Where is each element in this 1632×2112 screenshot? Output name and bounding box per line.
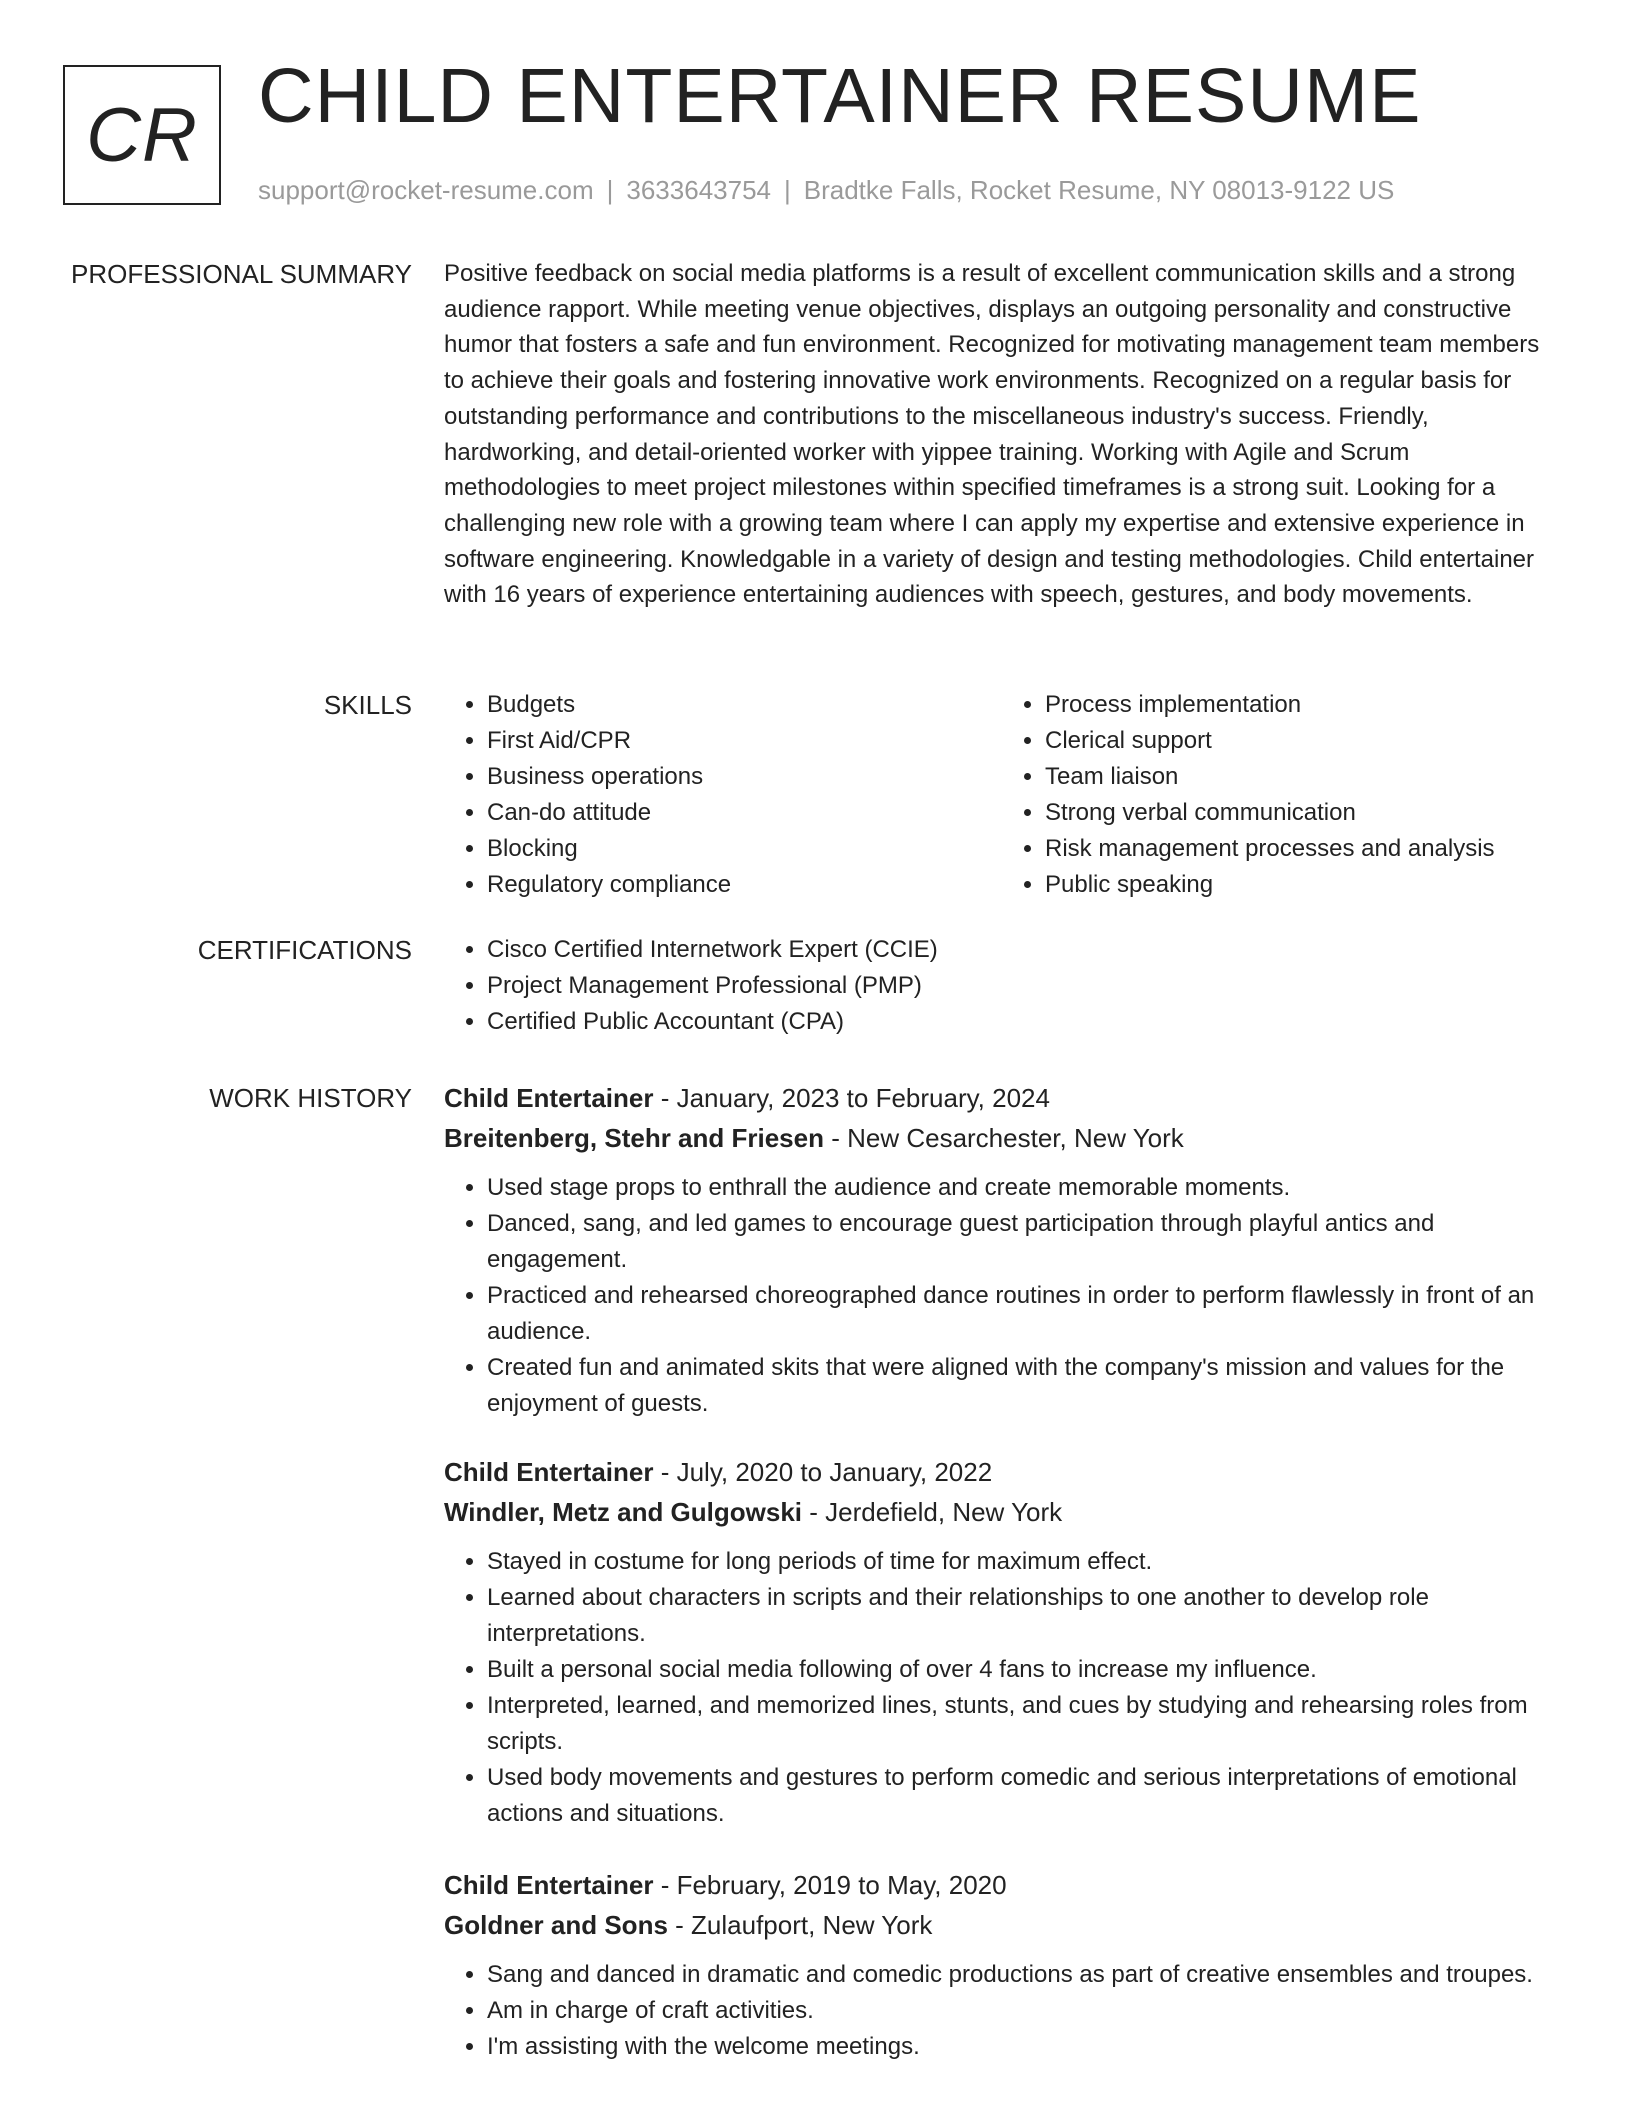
resume-title: CHILD ENTERTAINER RESUME — [258, 53, 1422, 139]
job-title: Child Entertainer — [444, 1870, 654, 1900]
job-title: Child Entertainer — [444, 1457, 654, 1487]
certifications-list — [444, 932, 1560, 1040]
contact-separator: | — [606, 175, 614, 205]
skills-column-right — [1002, 687, 1560, 903]
certification-item: • Cisco Certified Internetwork Expert (CCIE) — [487, 932, 1560, 968]
job-location: - Zulaufport, New York — [667, 1910, 933, 1940]
job-company: Goldner and Sons — [444, 1910, 668, 1940]
job-entry — [444, 1865, 1560, 2065]
contact-separator: | — [784, 175, 791, 205]
job-duty-item: • Created fun and animated skits that were aligned with the company's mission and values for the enjoyment of guests. — [487, 1350, 1560, 1422]
summary-text: Positive feedback on social media platforms is a result of excellent communication skills and a strong audience rapport. While meeting venue objectives, displays an outgoing personality and constructive humor that fosters a safe and fun environment. Recognized for motivating management team members to achieve their goals and fostering innovative work environments. Recognized on a regular basis for outstanding performance and contributions to the miscellaneous industry's success. Friendly, hardworking, and detail-oriented worker with yippee training. Working with Agile and Scrum methodologies to meet project milestones within specified timeframes is a strong suit. Looking for a challenging new role with a growing team where I can apply my expertise and extensive experience in software engineering. Knowledgable in a variety of design and testing methodologies. Child entertainer with 16 years of experience entertaining audiences with speech, gestures, and body movements. — [444, 260, 1540, 609]
job-duties — [444, 1957, 1560, 2065]
job-dates: - July, 2020 to January, 2022 — [653, 1457, 993, 1487]
job-location: - Jerdefield, New York — [802, 1497, 1063, 1527]
job-company: Windler, Metz and Gulgowski — [444, 1497, 803, 1527]
skill-item: • Clerical support — [1045, 723, 1560, 759]
job-duty-item: • Sang and danced in dramatic and comedic productions as part of creative ensembles and troupes. — [487, 1957, 1560, 1993]
skill-item: • Blocking — [487, 831, 1002, 867]
job-title: Child Entertainer — [444, 1083, 654, 1113]
skill-item: • First Aid/CPR — [487, 723, 1002, 759]
job-dates: - January, 2023 to February, 2024 — [653, 1083, 1050, 1113]
job-title-line — [444, 1452, 1560, 1492]
skill-item: • Regulatory compliance — [487, 867, 1002, 903]
job-duty-item: • Practiced and rehearsed choreographed dance routines in order to perform flawlessly in front of an audience. — [487, 1278, 1560, 1350]
section-label-skills: SKILLS — [323, 690, 412, 720]
certification-item: • Project Management Professional (PMP) — [487, 968, 1560, 1004]
skill-item: • Team liaison — [1045, 759, 1560, 795]
skill-item: • Budgets — [487, 687, 1002, 723]
contact-address: Bradtke Falls, Rocket Resume, NY 08013-9122 US — [803, 175, 1395, 205]
job-duty-item: • Used stage props to enthrall the audience and create memorable moments. — [487, 1170, 1560, 1206]
contact-line — [258, 175, 1394, 206]
job-title-line — [444, 1865, 1560, 1905]
job-duty-item: • Learned about characters in scripts and their relationships to one another to develop role interpretations. — [487, 1580, 1560, 1652]
job-duty-item: • Interpreted, learned, and memorized lines, stunts, and cues by studying and rehearsing roles from scripts. — [487, 1688, 1560, 1760]
skill-item: • Business operations — [487, 759, 1002, 795]
skill-item: • Risk management processes and analysis — [1045, 831, 1560, 867]
job-entry — [444, 1078, 1560, 1422]
skill-item: • Strong verbal communication — [1045, 795, 1560, 831]
skill-item: • Process implementation — [1045, 687, 1560, 723]
job-company-line — [444, 1905, 1560, 1945]
contact-email: support@rocket-resume.com — [258, 175, 594, 205]
skills-list — [444, 687, 1560, 903]
contact-phone: 3633643754 — [626, 175, 771, 205]
job-company-line — [444, 1118, 1560, 1158]
skill-item: • Can-do attitude — [487, 795, 1002, 831]
job-company: Breitenberg, Stehr and Friesen — [444, 1123, 824, 1153]
job-duty-item: • I'm assisting with the welcome meetings. — [487, 2029, 1560, 2065]
skills-column-left — [444, 687, 1002, 903]
job-location: - New Cesarchester, New York — [823, 1123, 1184, 1153]
section-label-certifications: CERTIFICATIONS — [197, 935, 412, 965]
job-title-line — [444, 1078, 1560, 1118]
job-company-line — [444, 1492, 1560, 1532]
certification-item: • Certified Public Accountant (CPA) — [487, 1004, 1560, 1040]
job-dates: - February, 2019 to May, 2020 — [653, 1870, 1007, 1900]
monogram-badge: CR — [63, 65, 221, 205]
resume-header — [0, 0, 1632, 260]
job-duty-item: • Am in charge of craft activities. — [487, 1993, 1560, 2029]
job-duty-item: • Stayed in costume for long periods of time for maximum effect. — [487, 1544, 1560, 1580]
job-duties — [444, 1170, 1560, 1422]
job-duty-item: • Used body movements and gestures to perform comedic and serious interpretations of emotional actions and situations. — [487, 1760, 1560, 1832]
skill-item: • Public speaking — [1045, 867, 1560, 903]
job-duty-item: • Built a personal social media following of over 4 fans to increase my influence. — [487, 1652, 1560, 1688]
job-entry — [444, 1452, 1560, 1832]
section-label-work-history: WORK HISTORY — [209, 1083, 412, 1113]
job-duties — [444, 1544, 1560, 1832]
section-label-summary: PROFESSIONAL SUMMARY — [71, 259, 412, 289]
job-duty-item: • Danced, sang, and led games to encourage guest participation through playful antics and engagement. — [487, 1206, 1560, 1278]
